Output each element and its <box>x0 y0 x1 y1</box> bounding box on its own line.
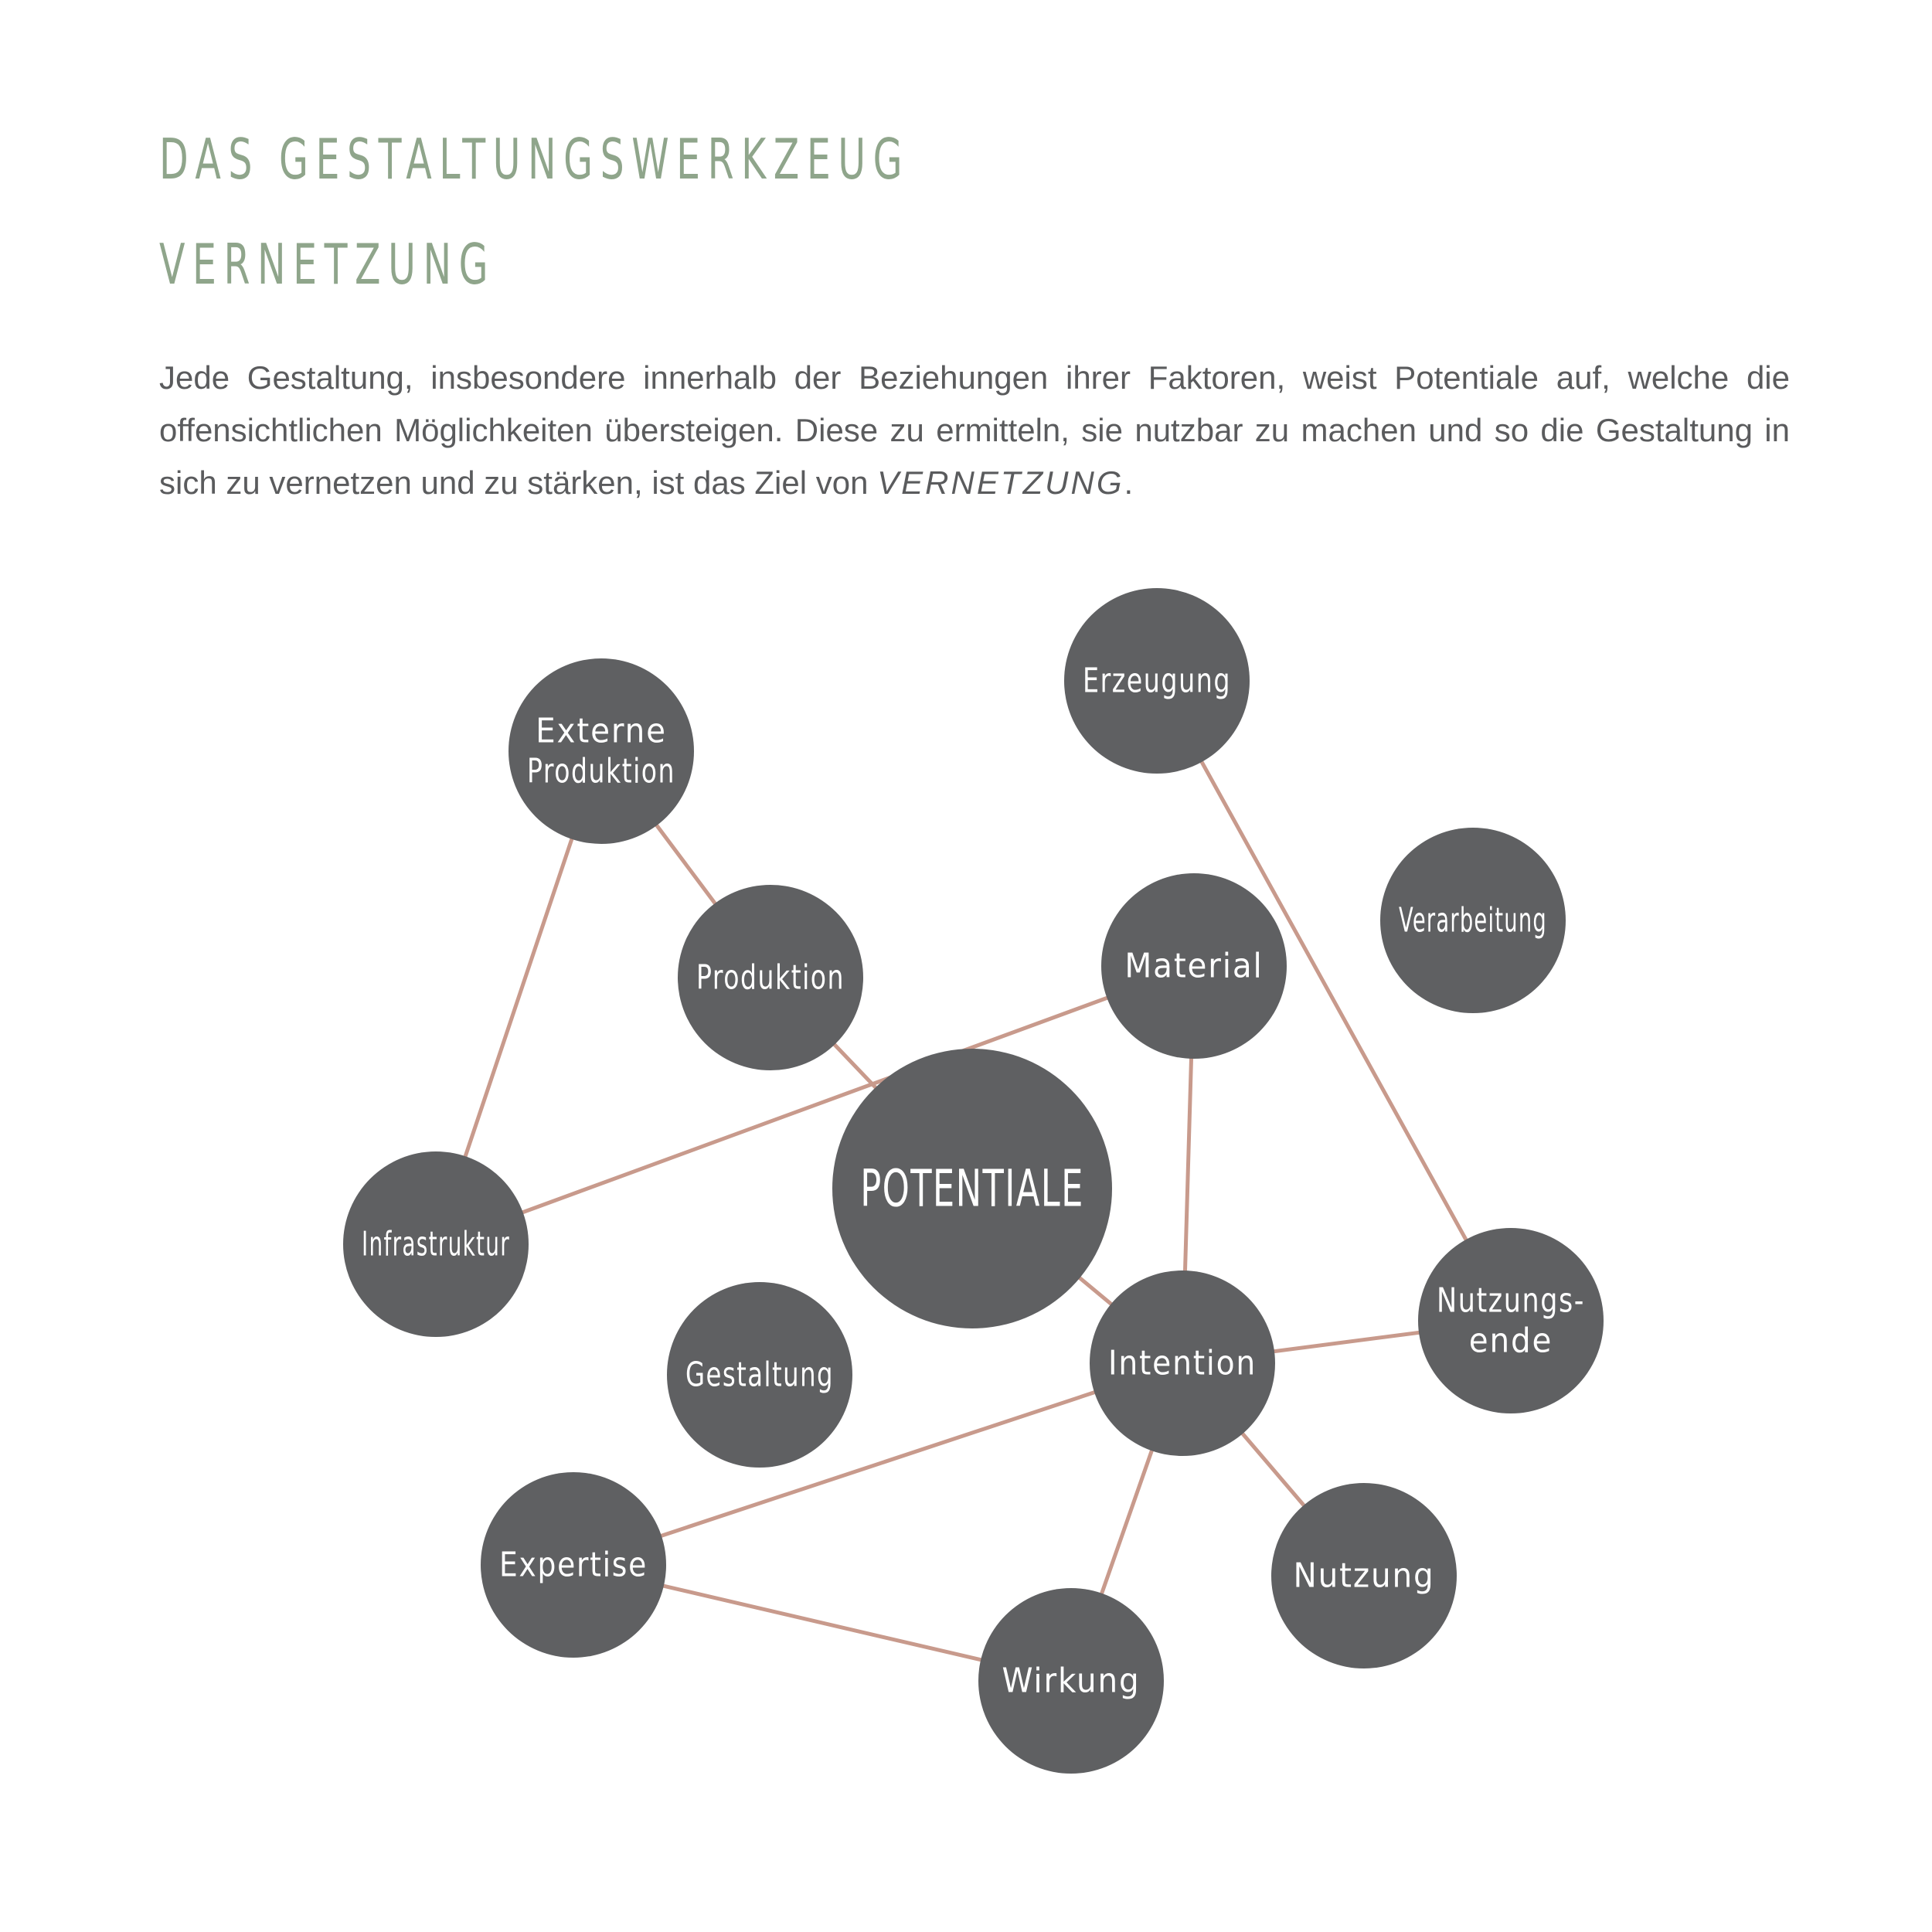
node-label-potentiale: POTENTIALE <box>860 1158 1084 1219</box>
node-label-infrastruktur: Infrastruktur <box>362 1224 510 1264</box>
node-nutzungsende <box>1418 1228 1604 1413</box>
node-produktion <box>678 885 863 1070</box>
node-wirkung <box>978 1588 1164 1774</box>
nodes-layer <box>343 588 1604 1774</box>
title-line-2: VERNETZUNG <box>159 232 496 297</box>
node-label-expertise: Expertise <box>499 1545 648 1585</box>
node-gestaltung <box>667 1282 852 1468</box>
intro-end: . <box>1124 464 1134 501</box>
intro-text: Jede Gestaltung, insbesondere innerhalb der Beziehungen ihrer Faktoren, weist Potentiale auf, welche die offensichtlichen Möglichkeiten übersteigen. Diese zu ermitteln, sie nutzbar zu machen und so die Gestaltung in sich zu vernetzen und zu stärken, ist das Ziel von <box>159 359 1790 501</box>
node-label-verarbeitung: Verarbeitung <box>1399 900 1547 940</box>
intro-emphasis: VERNETZUNG <box>877 464 1124 501</box>
node-label-intention: Intention <box>1108 1343 1257 1383</box>
edge-intention-expertise <box>573 1363 1182 1565</box>
node-erzeugung <box>1064 588 1250 774</box>
node-infrastruktur <box>343 1151 529 1337</box>
node-label-nutzung: Nutzung <box>1293 1556 1435 1596</box>
node-label-nutzungsende: Nutzungs-ende <box>1437 1281 1585 1361</box>
title-line-1: DAS GESTALTUNGSWERKZEUG <box>159 127 910 192</box>
node-intention <box>1090 1270 1275 1456</box>
node-expertise <box>481 1472 666 1658</box>
node-verarbeitung <box>1380 828 1566 1013</box>
node-label-externe-produktion: Externe Produktion <box>527 711 675 791</box>
node-externe-produktion <box>509 658 694 844</box>
node-label-erzeugung: Erzeugung <box>1083 661 1231 701</box>
node-potentiale <box>832 1049 1112 1328</box>
node-label-wirkung: Wirkung <box>1002 1661 1141 1701</box>
node-label-produktion: Produktion <box>696 957 845 998</box>
node-nutzung <box>1271 1483 1457 1668</box>
node-label-material: Material <box>1124 946 1264 986</box>
node-material <box>1101 873 1287 1059</box>
node-label-gestaltung: Gestaltung <box>685 1355 834 1395</box>
